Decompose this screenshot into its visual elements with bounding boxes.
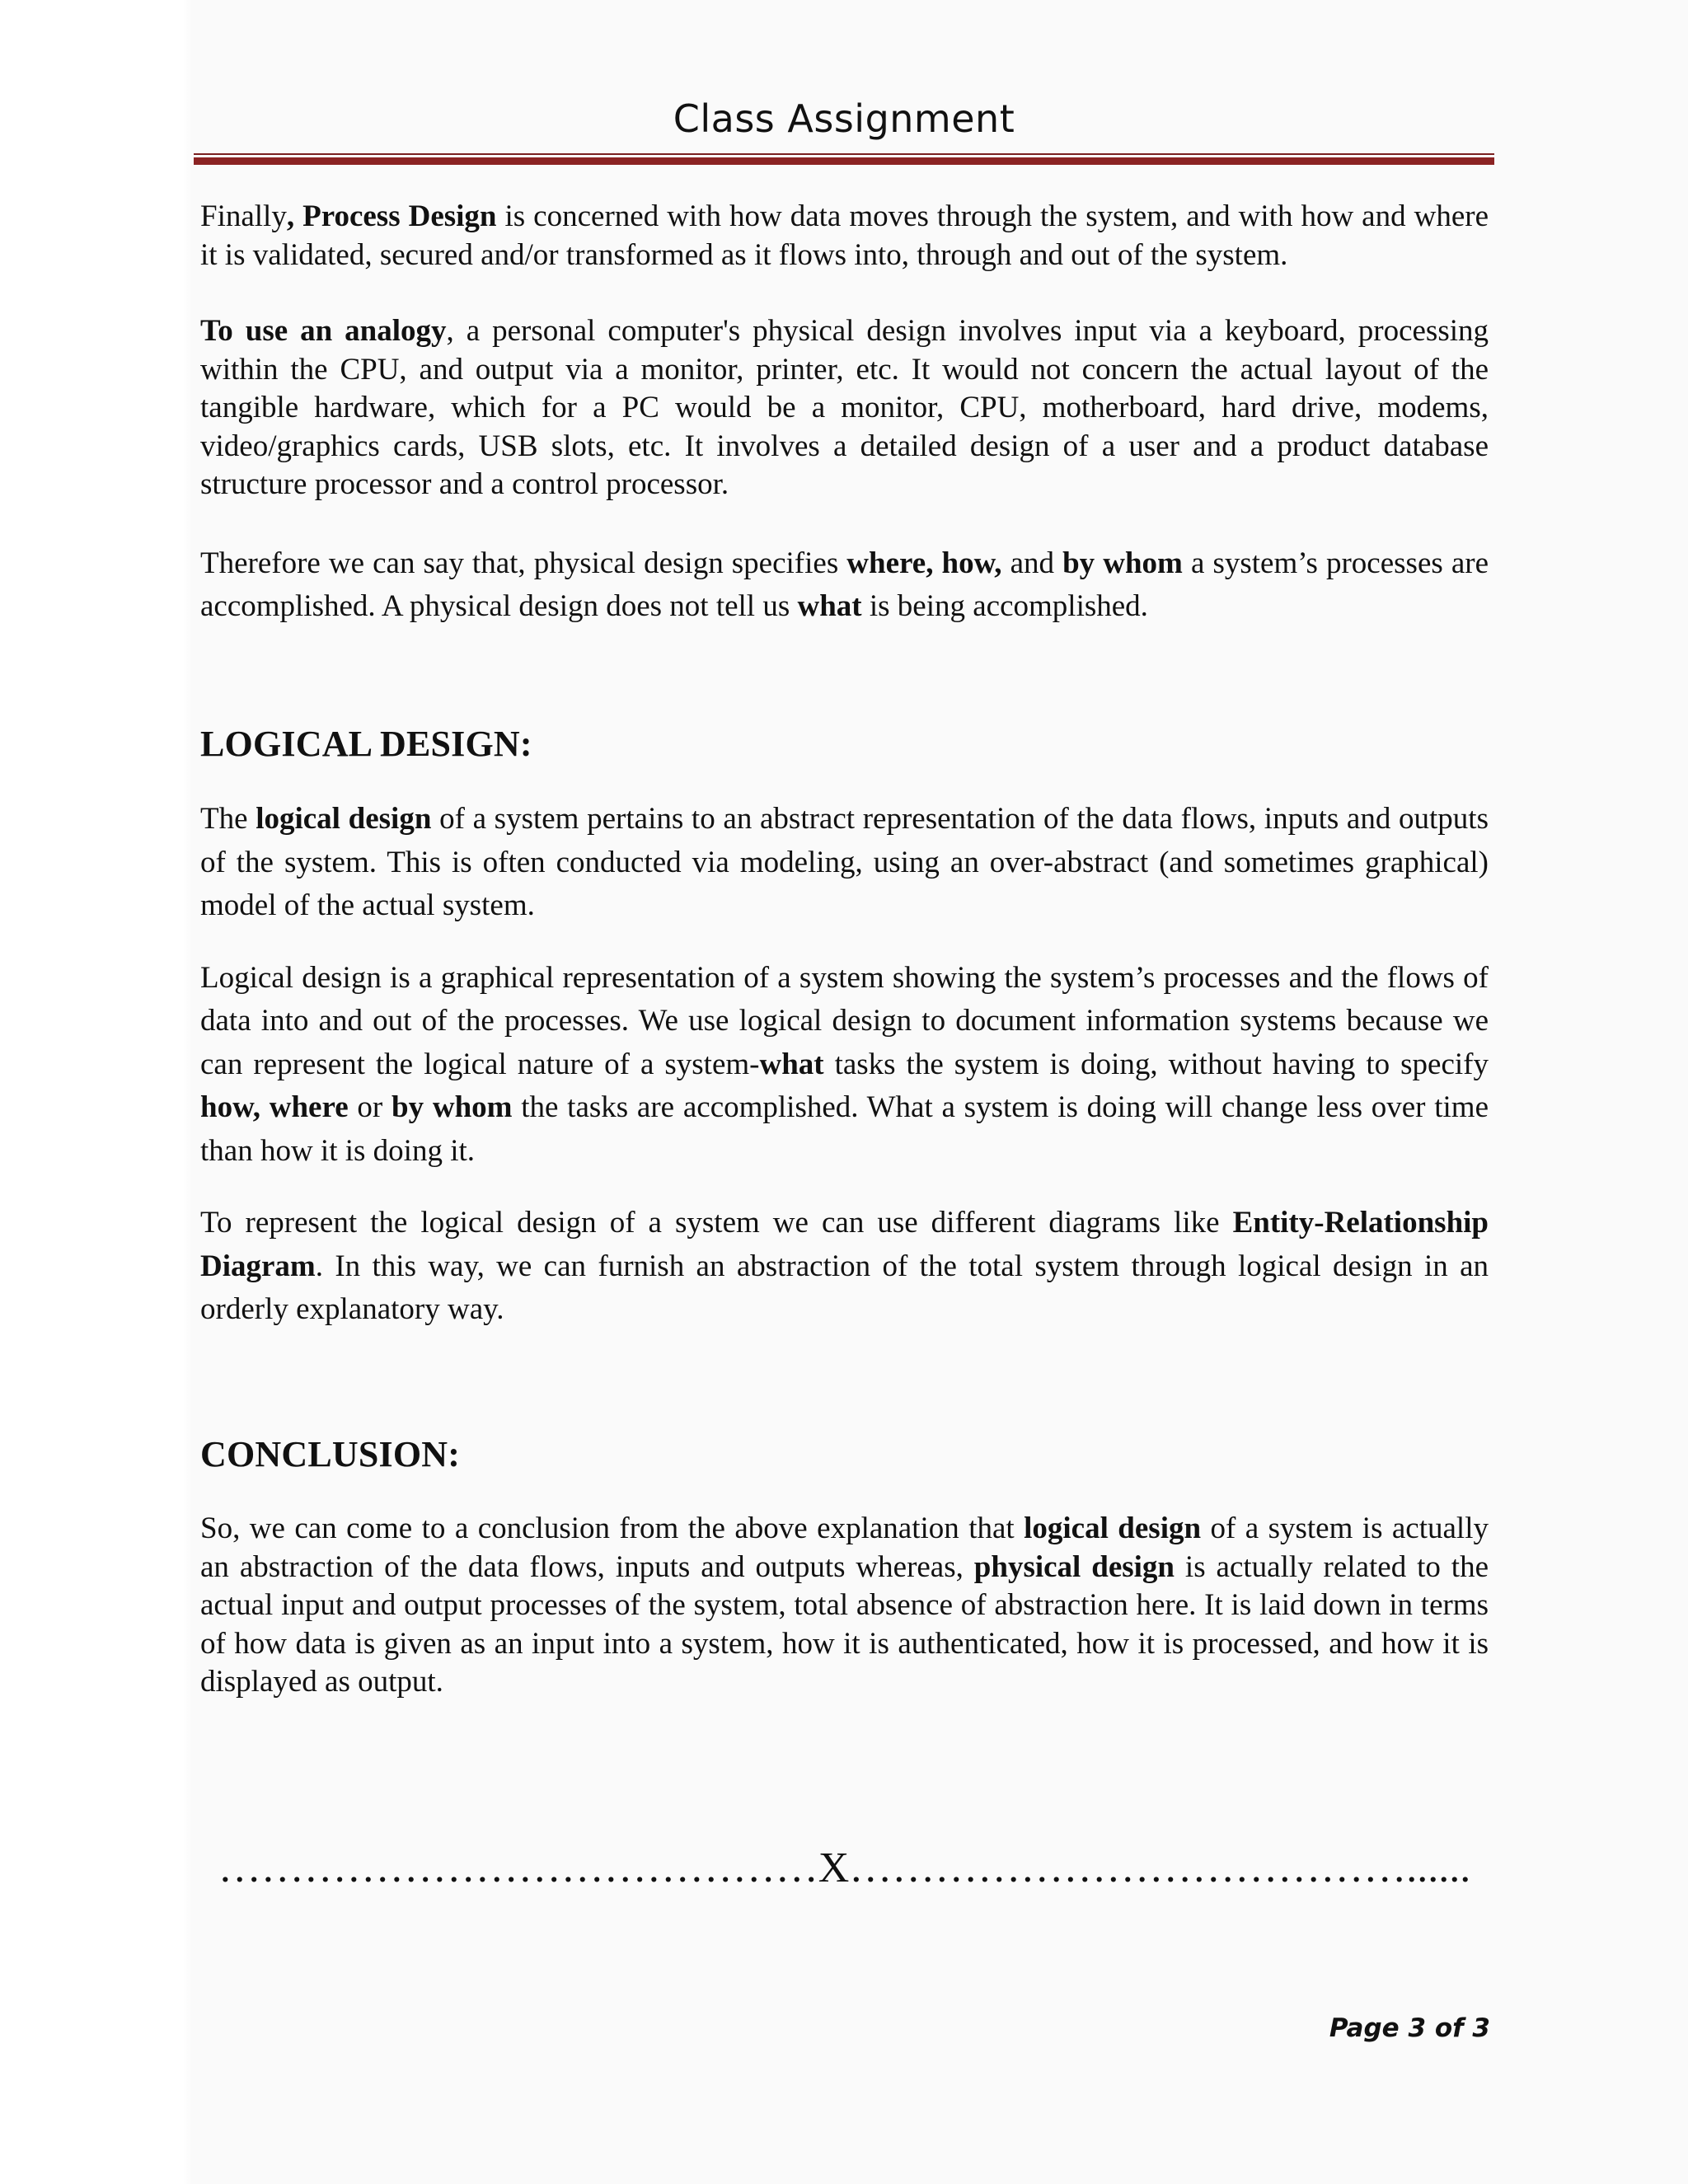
text-run: Therefore we can say that, physical design specifies xyxy=(200,546,847,580)
bold-term: how, where xyxy=(200,1090,349,1124)
text-run: Finally xyxy=(200,199,287,233)
header-rule-thick xyxy=(194,157,1494,165)
text-run: . In this way, we can furnish an abstraction of the total system through logical design in an orderly explanatory way. xyxy=(200,1249,1489,1326)
heading-conclusion: CONCLUSION: xyxy=(200,1433,461,1474)
paragraph-logical-representation xyxy=(200,957,1489,1174)
text-run: and xyxy=(1001,546,1063,580)
text-run: tasks the system is doing, without having to specify xyxy=(823,1047,1489,1081)
bold-term: by whom xyxy=(1062,546,1183,580)
bold-term: by whom xyxy=(392,1090,513,1124)
paragraph-conclusion xyxy=(200,1510,1489,1702)
text-run: is actually related to the actual input and output processes of the system, total absence of abstraction here. It is laid down in terms of how data is given as an input into a system, how it is authenticated, how it is processed, and how it is displayed as output. xyxy=(200,1549,1489,1699)
page-number: Page 3 of 3 xyxy=(1329,2013,1490,2043)
text-run: or xyxy=(348,1090,392,1124)
bold-term: To use an analogy xyxy=(200,314,447,348)
bold-term: logical design xyxy=(1024,1511,1202,1545)
text-run: is being accomplished. xyxy=(861,588,1148,623)
bold-term: where, how, xyxy=(846,546,1002,580)
text-run: a system’s processes are accomplished. A physical design does not tell us xyxy=(200,546,1489,623)
text-run: of a system pertains to an abstract representation of the data flows, inputs and outputs of the system. This is often conducted via modeling, using an over-abstract (and sometimes graphical) model of the actual system. xyxy=(200,802,1489,922)
text-run: is concerned with how data moves through the system, and with how and where it is validated, secured and/or transformed as it flows into, through and out of the system. xyxy=(200,199,1489,272)
paragraph-logical-diagrams xyxy=(200,1202,1489,1332)
text-run: Logical design is a graphical representation of a system showing the system’s processes and the flows of data into and out of the processes. We use logical design to document information systems because we can represent the logical nature of a system- xyxy=(200,960,1489,1081)
header-rule-thin xyxy=(194,153,1494,155)
paragraph-physical-summary xyxy=(200,542,1489,628)
paragraph-process-design xyxy=(200,198,1489,274)
bold-term: what xyxy=(797,588,862,623)
paragraph-logical-definition xyxy=(200,798,1489,928)
text-run: , a personal computer's physical design involves input via a keyboard, processing within the CPU, and output via a monitor, printer, etc. It would not concern the actual layout of the tangible hardware, which for a PC would be a monitor, CPU, motherboard, hard drive, modems, video/graphics cards, USB slots, etc. It involves a detailed design of a user and a product database structure processor and a control processor. xyxy=(200,314,1489,501)
end-divider: ……………………………………X…………………………………...... xyxy=(218,1844,1471,1891)
text-run: of a system is actually an abstraction of the data flows, inputs and outputs whereas, xyxy=(200,1511,1489,1584)
text-run: The xyxy=(200,802,256,836)
text-run: So, we can come to a conclusion from the above explanation that xyxy=(200,1511,1025,1545)
document-body xyxy=(200,198,1489,1702)
bold-term: logical design xyxy=(256,802,432,836)
bold-term: what xyxy=(759,1047,824,1081)
bold-term: physical design xyxy=(973,1549,1175,1584)
bold-term: Entity-Relationship Diagram xyxy=(200,1206,1489,1283)
heading-logical-design: LOGICAL DESIGN: xyxy=(200,723,532,764)
bold-term: , Process Design xyxy=(286,199,497,233)
page-header-title: Class Assignment xyxy=(673,96,1015,141)
text-run: To represent the logical design of a system we can use different diagrams like xyxy=(200,1206,1233,1240)
text-run: the tasks are accomplished. What a system is doing will change less over time than how it is doing it. xyxy=(200,1090,1489,1168)
paragraph-analogy xyxy=(200,312,1489,504)
